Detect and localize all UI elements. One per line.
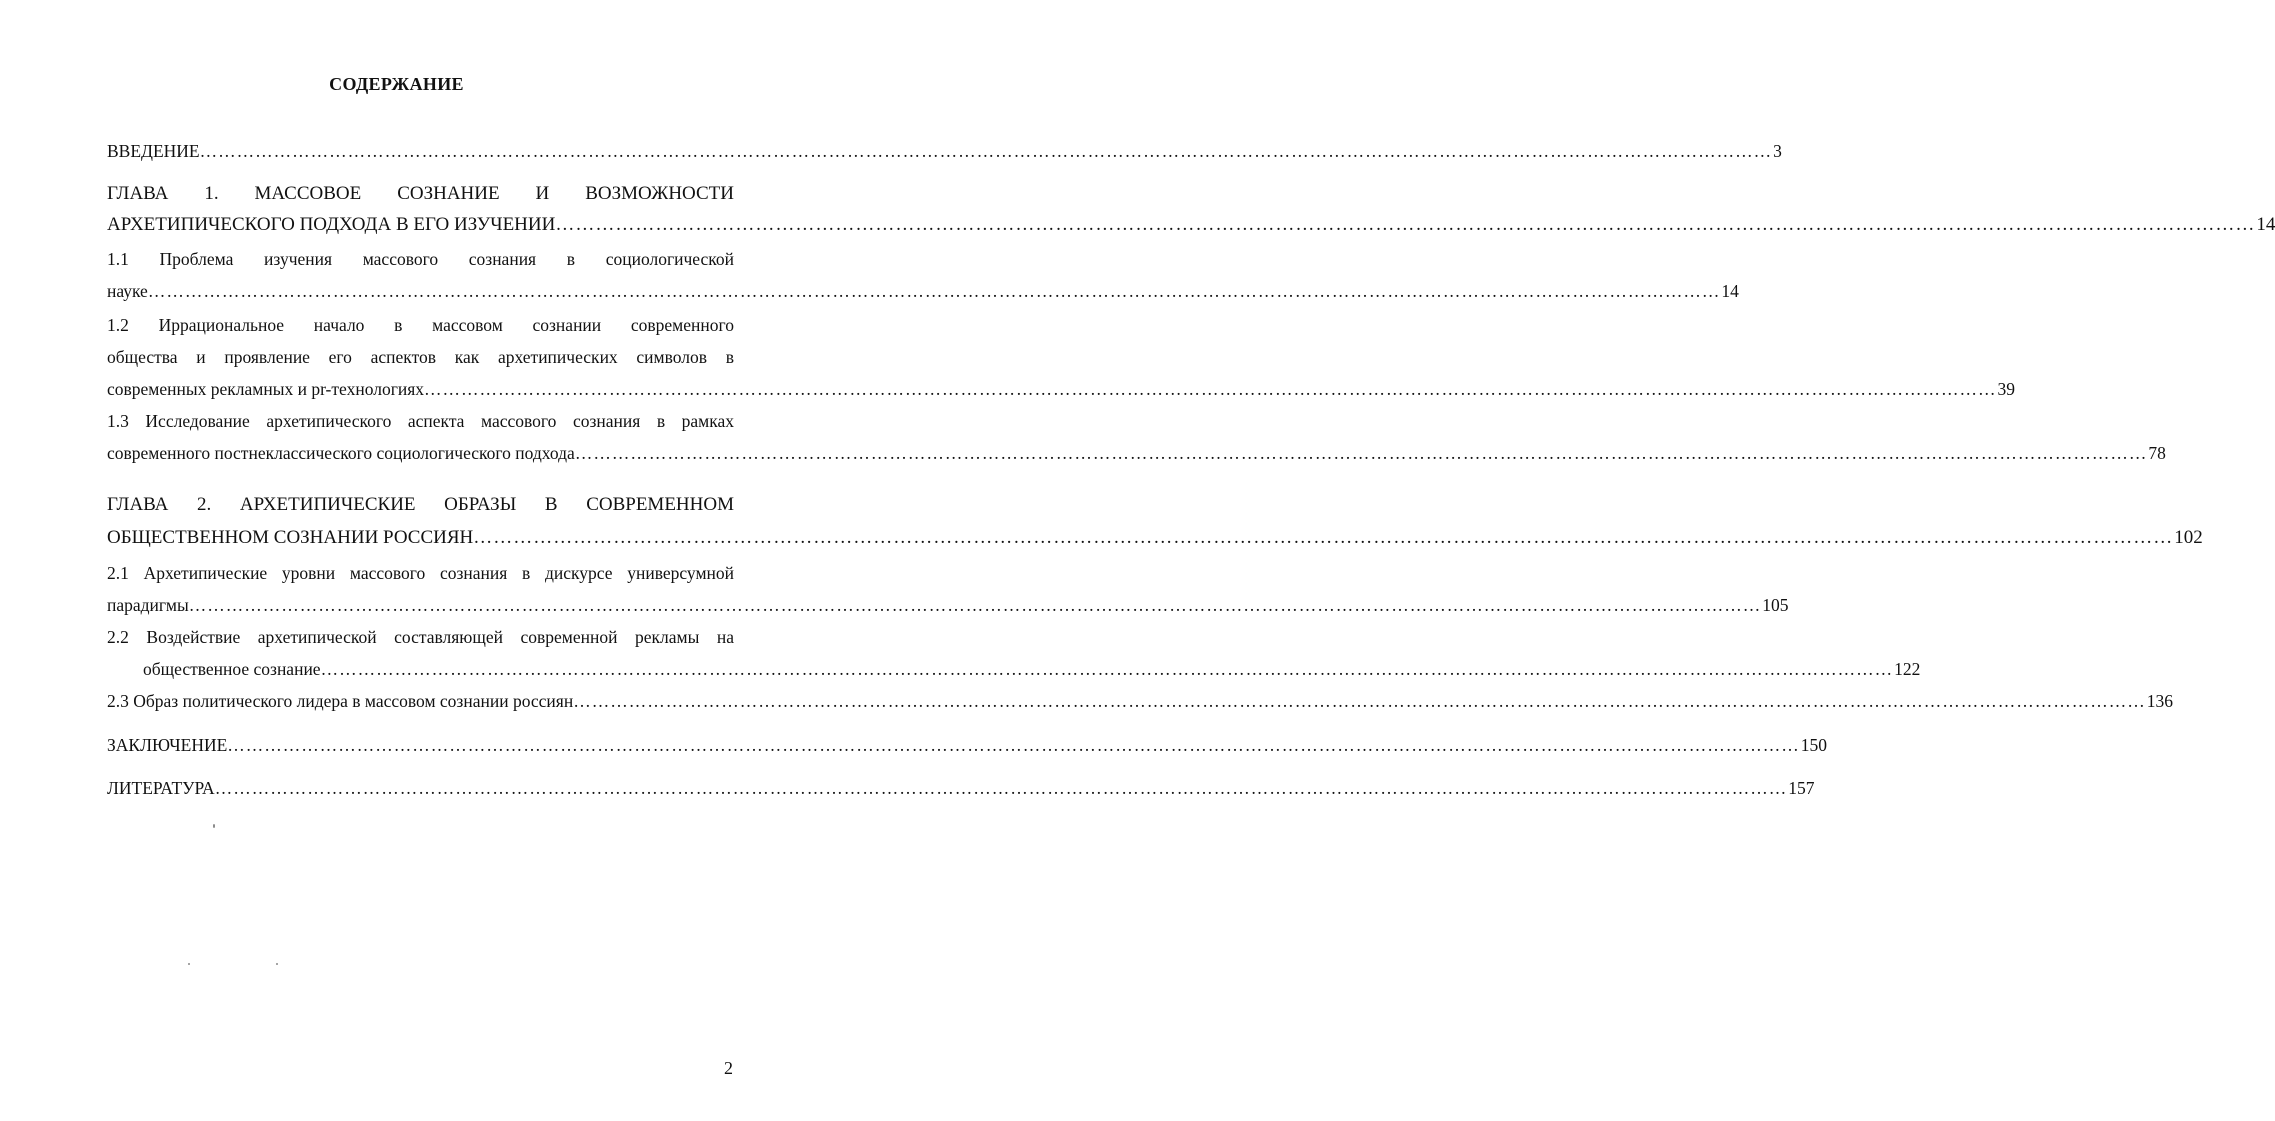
toc-entry-conclusion[interactable] [107,734,1828,756]
toc-section-1-2-line-2[interactable]: общества и проявление его аспектов как архетипических символов в [107,347,734,367]
toc-chapter-1-line-1[interactable]: ГЛАВА 1. МАССОВОЕ СОЗНАНИЕ И ВОЗМОЖНОСТИ [107,183,734,204]
toc-section-1-1-line-1[interactable]: 1.1 Проблема изучения массового сознания в социологической [107,249,734,269]
toc-section-2-1-line-1[interactable]: 2.1 Архетипические уровни массового сознания в дискурсе универсумной [107,563,734,583]
dot-leader: ………………………………………………………………………………………………………………………………………………………………………………………………………………………………… [227,735,1800,755]
scan-speck [213,824,215,828]
toc-entry-label: ВВЕДЕНИЕ [107,141,200,161]
dot-leader: ………………………………………………………………………………………………………………………………………………………………………………………………………………………………… [188,595,1762,615]
toc-page-number: 14 [1721,281,1739,301]
toc-entry-literature[interactable] [107,777,1815,799]
toc-section-2-2-line-1[interactable]: 2.2 Воздействие архетипической составляющей современной рекламы на [107,627,734,647]
toc-entry-label: парадигмы [107,595,189,615]
scan-speck [276,963,278,965]
page-title: СОДЕРЖАНИЕ [329,74,464,94]
toc-page-number: 78 [2148,443,2166,463]
toc-page-number: 136 [2146,691,2173,711]
dot-leader: ………………………………………………………………………………………………………………………………………………………………………………………………………………………………… [574,443,2148,463]
dot-leader: ………………………………………………………………………………………………………………………………………………………………………………………………………………………………… [573,691,2146,711]
page-number: 2 [724,1058,733,1078]
toc-section-2-3[interactable] [107,690,2173,712]
toc-entry-introduction[interactable] [107,140,1782,162]
toc-entry-label: АРХЕТИПИЧЕСКОГО ПОДХОДА В ЕГО ИЗУЧЕНИИ [107,214,556,235]
dot-leader: ………………………………………………………………………………………………………………………………………………………………………………………………………………………………… [147,281,1721,301]
toc-entry-label: общественное сознание [143,659,321,679]
toc-entry-label: ОБЩЕСТВЕННОМ СОЗНАНИИ РОССИЯН [107,527,474,548]
dot-leader: ………………………………………………………………………………………………………………………………………………………………………………………………………………………………… [199,141,1773,161]
dot-leader: ………………………………………………………………………………………………………………………………………………………………………………………………………………………………… [424,379,1997,399]
toc-page-number: 122 [1894,659,1921,679]
toc-page-number: 14 [2256,214,2275,235]
toc-entry-label: современных рекламных и pr-технологиях [107,379,425,399]
toc-section-1-2-line-3[interactable] [107,378,2016,400]
toc-page-number: 105 [1762,595,1789,615]
scan-speck [188,963,190,965]
dot-leader: ………………………………………………………………………………………………………………………………………………………………………………………………………………………………… [320,659,1894,679]
toc-section-1-1-line-2[interactable] [107,280,1739,302]
dot-leader: ………………………………………………………………………………………………………………………………………………………………………………………………………………………………… [214,778,1788,798]
toc-section-1-3-line-1[interactable]: 1.3 Исследование архетипического аспекта массового сознания в рамках [107,411,734,431]
toc-chapter-1-line-2[interactable] [107,214,2275,236]
toc-entry-label: ЗАКЛЮЧЕНИЕ [107,735,228,755]
toc-entry-label: 2.3 Образ политического лидера в массовом сознании россиян [107,691,574,711]
toc-section-1-2-line-1[interactable]: 1.2 Иррациональное начало в массовом сознании современного [107,315,734,335]
toc-section-2-2-line-2[interactable] [143,658,1921,680]
toc-chapter-2-line-1[interactable]: ГЛАВА 2. АРХЕТИПИЧЕСКИЕ ОБРАЗЫ В СОВРЕМЕННОМ [107,494,734,515]
toc-chapter-2-line-2[interactable] [107,527,2203,549]
toc-entry-label: ЛИТЕРАТУРА [107,778,215,798]
toc-page-number: 3 [1773,141,1782,161]
toc-section-1-3-line-2[interactable] [107,442,2166,464]
toc-entry-label: современного постнеклассического социологического подхода [107,443,575,463]
toc-entry-label: науке [107,281,148,301]
dot-leader: ………………………………………………………………………………………………………………………………………………………………………………………………………………………………… [473,527,2174,548]
dot-leader: ………………………………………………………………………………………………………………………………………………………………………………………………………………………………… [555,214,2256,235]
toc-page-number: 102 [2174,527,2203,548]
toc-page-number: 39 [1997,379,2016,399]
toc-page-number: 157 [1788,778,1815,798]
toc-section-2-1-line-2[interactable] [107,594,1789,616]
toc-page-number: 150 [1800,735,1828,755]
